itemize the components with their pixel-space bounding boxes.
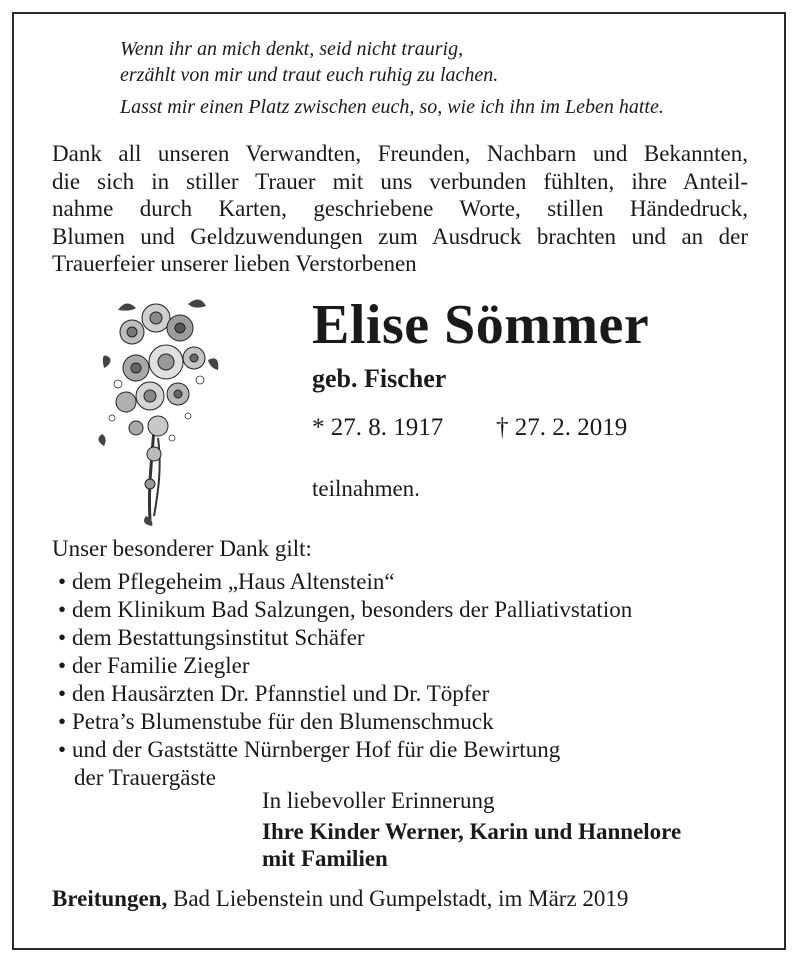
thanks-line: nahme durch Karten, geschriebene Worte, stillen Händedruck, bbox=[52, 196, 748, 221]
thanks-line: die sich in stiller Trauer mit uns verbunden fühlten, ihre Anteil- bbox=[52, 168, 748, 194]
bullet-icon: • bbox=[58, 681, 67, 706]
list-item bbox=[58, 568, 632, 596]
list-item bbox=[58, 652, 632, 680]
poem-line: erzählt von mir und traut euch ruhig zu lachen. bbox=[120, 64, 499, 86]
list-item bbox=[58, 596, 632, 624]
poem-line: Wenn ihr an mich denkt, seid nicht traurig, bbox=[120, 38, 464, 60]
flower-bouquet-icon bbox=[96, 288, 226, 528]
list-item-continuation: der Trauergäste bbox=[74, 765, 217, 790]
place-date bbox=[52, 886, 628, 912]
bullet-icon: • bbox=[58, 653, 67, 678]
bullet-icon: • bbox=[58, 569, 67, 594]
bullet-icon: • bbox=[58, 597, 67, 622]
birth-name: geb. Fischer bbox=[312, 364, 447, 393]
poem-line: Lasst mir einen Platz zwischen euch, so, wie ich ihn im Leben hatte. bbox=[120, 96, 664, 118]
special-thanks-list bbox=[58, 568, 632, 792]
thanks-paragraph bbox=[52, 140, 748, 278]
list-item-text: dem Bestattungsinstitut Schäfer bbox=[72, 625, 365, 650]
place-rest: Bad Liebenstein und Gumpelstadt, im März 2019 bbox=[167, 886, 629, 911]
memory-line: In liebevoller Erinnerung bbox=[262, 788, 495, 813]
bullet-icon: • bbox=[58, 625, 67, 650]
thanks-line: Dank all unseren Verwandten, Freunden, Nachbarn und Bekannten, bbox=[52, 141, 748, 166]
list-item bbox=[58, 680, 632, 708]
list-item-text: den Hausärzten Dr. Pfannstiel und Dr. Töpfer bbox=[72, 681, 490, 706]
special-thanks-heading: Unser besonderer Dank gilt: bbox=[52, 536, 312, 561]
list-item bbox=[58, 624, 632, 652]
family-signature bbox=[262, 818, 681, 872]
birth-date: * 27. 8. 1917 bbox=[312, 414, 444, 441]
deceased-name: Elise Sömmer bbox=[312, 294, 650, 356]
list-item-text: Petra’s Blumenstube für den Blumenschmuck bbox=[72, 709, 494, 734]
death-date: † 27. 2. 2019 bbox=[496, 414, 628, 441]
list-item-text: und der Gaststätte Nürnberger Hof für die Bewirtung bbox=[72, 737, 561, 762]
list-item-text: der Familie Ziegler bbox=[72, 653, 250, 678]
bullet-icon: • bbox=[58, 709, 67, 734]
list-item bbox=[58, 708, 632, 736]
list-item bbox=[58, 736, 632, 792]
family-line: Ihre Kinder Werner, Karin und Hannelore bbox=[262, 819, 682, 844]
family-line: mit Familien bbox=[262, 846, 388, 871]
thanks-line: Trauerfeier unserer lieben Verstorbenen bbox=[52, 251, 417, 276]
participated-text: teilnahmen. bbox=[312, 476, 420, 501]
bullet-icon: • bbox=[58, 737, 67, 762]
thanks-line: Blumen und Geldzuwendungen zum Ausdruck brachten und an der bbox=[52, 223, 748, 249]
poem bbox=[120, 36, 664, 120]
place-town: Breitungen, bbox=[52, 886, 168, 911]
list-item-text: dem Klinikum Bad Salzungen, besonders der Palliativstation bbox=[72, 597, 633, 622]
list-item-text: dem Pflegeheim „Haus Altenstein“ bbox=[72, 569, 395, 594]
